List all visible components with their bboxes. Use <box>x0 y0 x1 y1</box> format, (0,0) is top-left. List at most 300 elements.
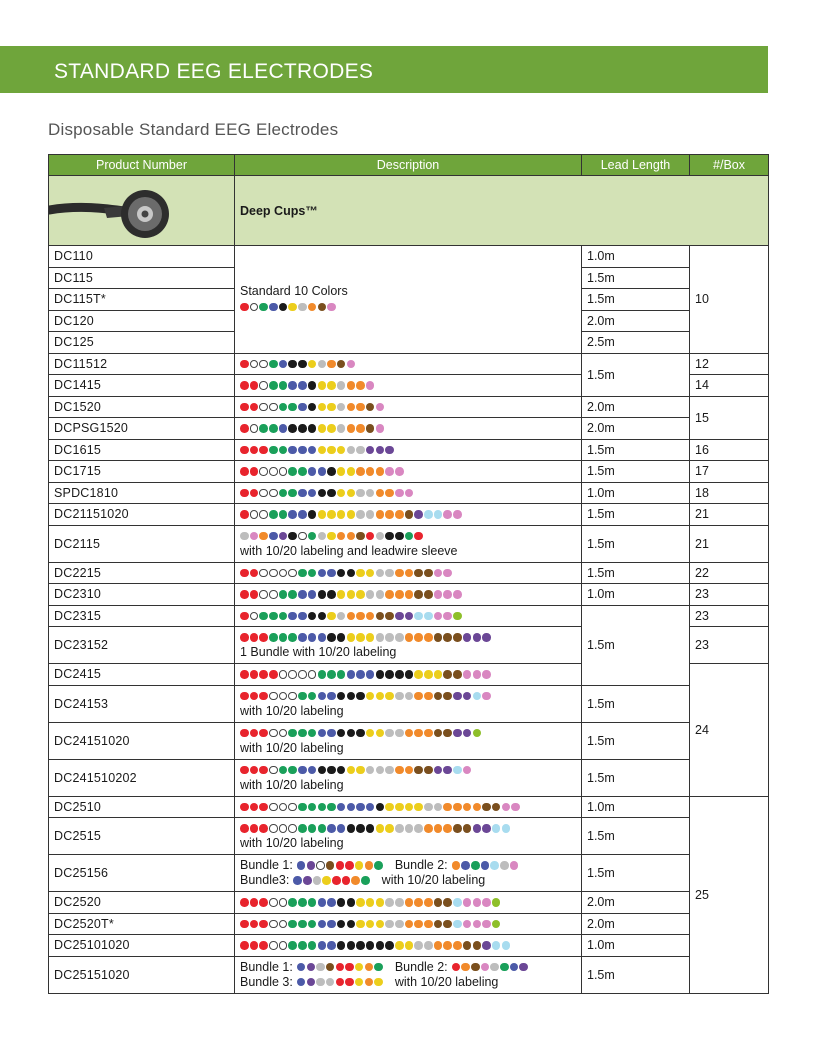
color-dot <box>269 381 278 390</box>
color-dot <box>327 489 336 498</box>
color-dot <box>405 941 414 950</box>
color-dot <box>308 467 317 476</box>
color-dot <box>269 920 278 929</box>
color-dot <box>405 898 414 907</box>
lead-length-cell <box>582 796 690 818</box>
bundle-line <box>240 858 576 873</box>
color-dot <box>318 303 327 312</box>
color-dot <box>279 532 288 541</box>
product-number: DCPSG1520 <box>54 421 129 436</box>
color-swatches <box>240 467 404 476</box>
color-dot <box>337 898 346 907</box>
color-dot <box>337 803 346 812</box>
color-dot <box>414 633 423 642</box>
color-dot <box>327 633 336 642</box>
color-dot <box>452 963 461 972</box>
color-dot <box>502 803 511 812</box>
product-number: DC2310 <box>54 587 102 602</box>
color-dot <box>318 633 327 642</box>
color-dot <box>366 569 375 578</box>
color-dot <box>269 766 278 775</box>
color-dot <box>405 489 414 498</box>
product-image-cell <box>49 176 235 246</box>
color-dot <box>366 920 375 929</box>
color-dot <box>453 510 462 519</box>
table-row <box>49 796 769 818</box>
color-swatches <box>240 941 510 950</box>
lead-length-cell <box>582 685 690 722</box>
color-dot <box>337 766 346 775</box>
color-dot <box>316 978 325 987</box>
color-dot <box>318 403 327 412</box>
color-dot <box>356 824 365 833</box>
color-dot <box>298 590 307 599</box>
color-dot <box>356 612 365 621</box>
color-dot <box>269 467 278 476</box>
table-row <box>49 759 769 796</box>
color-dot <box>250 920 259 929</box>
color-dot <box>288 303 297 312</box>
color-dot <box>288 898 297 907</box>
description-cell <box>235 818 582 855</box>
labeling-note: with 10/20 labeling <box>381 873 486 887</box>
lead-length: 2.0m <box>587 421 615 436</box>
description-cell <box>235 504 582 526</box>
color-dot <box>345 963 354 972</box>
lead-length: 1.5m <box>587 565 615 580</box>
lead-length: 1.5m <box>587 270 615 285</box>
color-dot <box>318 729 327 738</box>
color-dot <box>366 670 375 679</box>
color-dot <box>288 467 297 476</box>
color-dot <box>337 824 346 833</box>
color-dot <box>313 876 322 885</box>
color-dot <box>279 766 288 775</box>
color-dot <box>337 467 346 476</box>
lead-length-cell <box>582 525 690 562</box>
color-dot <box>492 920 501 929</box>
color-swatches <box>240 612 462 621</box>
color-dot <box>395 729 404 738</box>
color-dot <box>250 360 259 369</box>
color-dot <box>374 978 383 987</box>
product-number-cell <box>49 935 235 957</box>
box-count: 21 <box>695 507 709 522</box>
color-dot <box>365 861 374 870</box>
color-dot <box>318 569 327 578</box>
color-dot <box>332 876 341 885</box>
color-dot <box>463 766 472 775</box>
color-dot <box>376 590 385 599</box>
color-dot <box>298 729 307 738</box>
color-dot <box>240 381 249 390</box>
color-dot <box>395 692 404 701</box>
color-dot <box>490 963 499 972</box>
color-dot <box>376 824 385 833</box>
color-dot <box>376 446 385 455</box>
color-dot <box>356 729 365 738</box>
lead-length: 2.5m <box>587 335 615 350</box>
box-count: 21 <box>695 536 709 551</box>
box-count-cell <box>690 796 769 993</box>
color-dot <box>288 729 297 738</box>
color-dot <box>308 920 317 929</box>
color-dot <box>259 941 268 950</box>
color-dot <box>308 424 317 433</box>
color-dot <box>405 569 414 578</box>
color-dot <box>259 898 268 907</box>
color-dot <box>356 424 365 433</box>
color-dot <box>259 569 268 578</box>
box-count-cell <box>690 664 769 797</box>
lead-length: 1.5m <box>587 770 615 785</box>
box-count: 12 <box>695 356 709 371</box>
color-dot <box>279 633 288 642</box>
color-dot <box>250 803 259 812</box>
color-dot <box>395 920 404 929</box>
color-dot <box>376 403 385 412</box>
color-dot <box>327 467 336 476</box>
color-dot <box>250 403 259 412</box>
color-dot <box>482 670 491 679</box>
product-number-cell <box>49 605 235 627</box>
color-dot <box>279 590 288 599</box>
color-dot <box>356 920 365 929</box>
product-number-cell <box>49 759 235 796</box>
color-swatches <box>240 729 481 738</box>
electrodes-table <box>48 154 769 994</box>
product-number: DC2215 <box>54 565 102 580</box>
product-number-cell <box>49 664 235 686</box>
table-row <box>49 396 769 418</box>
color-dot <box>345 861 354 870</box>
color-dot <box>298 920 307 929</box>
color-dot <box>473 670 482 679</box>
electrode-cup-image <box>49 178 173 244</box>
color-dot <box>492 898 501 907</box>
product-number-cell <box>49 267 235 289</box>
color-dot <box>443 729 452 738</box>
product-number: DC1415 <box>54 378 102 393</box>
color-dot <box>395 569 404 578</box>
color-dot <box>443 692 452 701</box>
description-cell <box>235 396 582 418</box>
color-dot <box>366 729 375 738</box>
color-dot <box>376 941 385 950</box>
color-dot <box>269 446 278 455</box>
product-number: DC2115 <box>54 536 101 551</box>
color-dot <box>424 920 433 929</box>
color-dot <box>385 612 394 621</box>
color-dot <box>453 692 462 701</box>
description-cell <box>235 375 582 397</box>
color-dot <box>288 403 297 412</box>
color-dot <box>250 467 259 476</box>
color-dot <box>288 446 297 455</box>
lead-length: 1.5m <box>587 536 615 551</box>
color-dot <box>318 898 327 907</box>
color-dot <box>434 729 443 738</box>
color-dot <box>473 803 482 812</box>
color-dot <box>347 898 356 907</box>
section-subtitle: Disposable Standard EEG Electrodes <box>48 120 339 139</box>
product-number: DC115T* <box>54 292 106 307</box>
color-dot <box>482 920 491 929</box>
product-number: DC23152 <box>54 638 109 652</box>
lead-length: 1.5m <box>587 442 615 457</box>
color-dot <box>395 824 404 833</box>
color-swatches <box>240 489 413 498</box>
color-dot <box>288 590 297 599</box>
color-dot <box>318 381 327 390</box>
color-dot <box>279 824 288 833</box>
color-dot <box>385 729 394 738</box>
color-dot <box>288 766 297 775</box>
color-dot <box>434 590 443 599</box>
color-dot <box>385 824 394 833</box>
color-dot <box>240 803 249 812</box>
desc-dots-line <box>240 485 576 500</box>
description-cell <box>235 892 582 914</box>
description-cell <box>235 525 582 562</box>
color-dot <box>337 612 346 621</box>
lead-length: 1.5m <box>587 866 615 880</box>
color-swatches <box>297 861 383 870</box>
color-dot <box>259 803 268 812</box>
color-dot <box>473 729 482 738</box>
color-dot <box>240 590 249 599</box>
box-count-cell <box>690 396 769 439</box>
lead-length: 1.0m <box>587 799 615 814</box>
color-dot <box>327 446 336 455</box>
desc-dots-line <box>240 608 576 623</box>
desc-dots-line <box>240 895 576 910</box>
color-dot <box>463 941 472 950</box>
color-dot <box>414 590 423 599</box>
color-dot <box>298 446 307 455</box>
color-dot <box>318 670 327 679</box>
color-dot <box>337 941 346 950</box>
bundle-label: Bundle 2: <box>394 959 448 974</box>
color-dot <box>298 532 307 541</box>
color-dot <box>365 963 374 972</box>
product-number: DC110 <box>54 249 93 264</box>
color-dot <box>240 467 249 476</box>
color-dot <box>288 532 297 541</box>
color-dot <box>443 920 452 929</box>
product-number: DC1715 <box>54 464 102 479</box>
color-dot <box>259 766 268 775</box>
color-dot <box>298 824 307 833</box>
color-dot <box>308 612 317 621</box>
color-dot <box>443 941 452 950</box>
color-dot <box>510 963 519 972</box>
color-dot <box>355 861 364 870</box>
color-dot <box>463 692 472 701</box>
color-dot <box>240 612 249 621</box>
color-dot <box>336 978 345 987</box>
color-dot <box>298 569 307 578</box>
color-dot <box>356 898 365 907</box>
color-dot <box>355 963 364 972</box>
color-dot <box>250 590 259 599</box>
color-dot <box>327 569 336 578</box>
lead-length: 1.0m <box>587 938 615 953</box>
color-dot <box>288 670 297 679</box>
lead-length: 1.0m <box>587 587 615 602</box>
color-dot <box>434 569 443 578</box>
color-dot <box>318 920 327 929</box>
box-count-cell <box>690 605 769 627</box>
color-swatches <box>240 590 462 599</box>
bundle-label: Bundle3: <box>240 873 290 887</box>
color-dot <box>269 692 278 701</box>
desc-dots-line <box>240 689 576 704</box>
lead-length: 1.5m <box>587 829 615 843</box>
color-dot <box>482 633 491 642</box>
color-dot <box>453 803 462 812</box>
color-dot <box>307 978 316 987</box>
color-dot <box>424 766 433 775</box>
color-dot <box>376 424 385 433</box>
color-dot <box>240 569 249 578</box>
color-dot <box>405 590 414 599</box>
desc-dots-line <box>240 442 576 457</box>
color-dot <box>376 670 385 679</box>
box-count-cell <box>690 461 769 483</box>
color-dot <box>240 729 249 738</box>
color-dot <box>366 381 375 390</box>
bundle-line <box>240 975 576 990</box>
color-swatches <box>240 424 384 433</box>
color-dot <box>424 590 433 599</box>
color-dot <box>453 941 462 950</box>
color-dot <box>327 692 336 701</box>
color-dot <box>327 612 336 621</box>
color-dot <box>308 590 317 599</box>
product-number-cell <box>49 396 235 418</box>
color-dot <box>269 569 278 578</box>
color-dot <box>318 446 327 455</box>
color-dot <box>250 446 259 455</box>
color-dot <box>259 360 268 369</box>
color-dot <box>293 876 302 885</box>
color-dot <box>308 729 317 738</box>
lead-length-cell <box>582 504 690 526</box>
color-dot <box>327 403 336 412</box>
color-dot <box>424 824 433 833</box>
color-dot <box>461 963 470 972</box>
lead-length: 2.0m <box>587 399 615 414</box>
color-dot <box>473 920 482 929</box>
color-dot <box>269 510 278 519</box>
table-row <box>49 584 769 606</box>
color-dot <box>424 941 433 950</box>
color-dot <box>298 510 307 519</box>
color-dot <box>424 569 433 578</box>
color-dot <box>473 633 482 642</box>
color-dot <box>347 569 356 578</box>
product-number: DC1520 <box>54 399 102 414</box>
color-dot <box>453 670 462 679</box>
color-dot <box>259 303 268 312</box>
product-number: DC21151020 <box>54 507 129 522</box>
color-dot <box>259 670 268 679</box>
product-number-cell <box>49 310 235 332</box>
color-dot <box>414 510 423 519</box>
color-dot <box>259 532 268 541</box>
table-row <box>49 562 769 584</box>
color-swatches <box>452 963 528 972</box>
desc-dots-line <box>240 464 576 479</box>
box-count: 22 <box>695 565 709 580</box>
box-count-cell <box>690 439 769 461</box>
box-count-cell <box>690 504 769 526</box>
color-dot <box>307 963 316 972</box>
box-count: 15 <box>695 410 709 425</box>
desc-dots-line <box>240 507 576 522</box>
lead-length-cell <box>582 562 690 584</box>
color-dot <box>327 670 336 679</box>
box-count: 10 <box>695 292 709 307</box>
color-dot <box>269 670 278 679</box>
box-count: 23 <box>695 638 709 652</box>
product-number: DC24151020 <box>54 733 130 748</box>
color-dot <box>366 532 375 541</box>
color-dot <box>482 898 491 907</box>
color-dot <box>461 861 470 870</box>
color-dot <box>336 861 345 870</box>
color-dot <box>347 532 356 541</box>
color-dot <box>297 963 306 972</box>
color-dot <box>288 824 297 833</box>
color-dot <box>356 692 365 701</box>
color-dot <box>259 446 268 455</box>
lead-length-cell <box>582 605 690 685</box>
color-dot <box>308 381 317 390</box>
color-dot <box>288 941 297 950</box>
bundle-line <box>240 873 576 888</box>
color-dot <box>269 403 278 412</box>
box-count-cell <box>690 482 769 504</box>
color-dot <box>385 803 394 812</box>
color-dot <box>405 633 414 642</box>
color-dot <box>298 360 307 369</box>
color-dot <box>318 803 327 812</box>
desc-dots-line <box>240 726 576 741</box>
table-row <box>49 418 769 440</box>
color-dot <box>492 803 501 812</box>
table-row <box>49 504 769 526</box>
color-dot <box>269 532 278 541</box>
color-swatches <box>240 569 452 578</box>
lead-length-cell <box>582 246 690 268</box>
color-dot <box>463 920 472 929</box>
color-dot <box>414 569 423 578</box>
color-dot <box>443 590 452 599</box>
color-dot <box>405 692 414 701</box>
color-dot <box>297 861 306 870</box>
color-dot <box>414 824 423 833</box>
color-dot <box>385 692 394 701</box>
color-dot <box>395 941 404 950</box>
color-dot <box>240 824 249 833</box>
product-number-cell <box>49 418 235 440</box>
description-text: with 10/20 labeling <box>240 777 344 792</box>
color-dot <box>279 303 288 312</box>
color-dot <box>414 766 423 775</box>
color-dot <box>376 532 385 541</box>
